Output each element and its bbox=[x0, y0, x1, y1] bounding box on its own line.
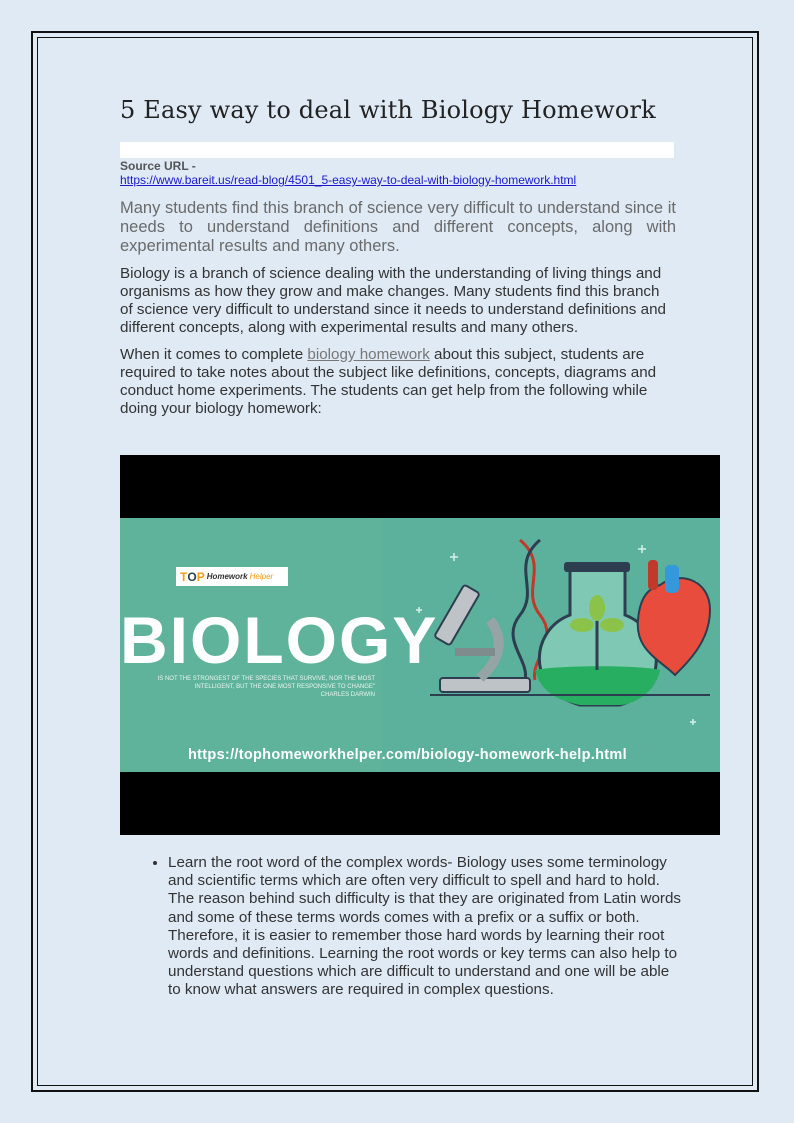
intro-paragraph: Biology is a branch of science dealing with the understanding of living things and organisms as how they grow and make changes. Many students find this branch of science very difficult to understand since it needs to understand definitions and different concepts, along with experimental results and many others. bbox=[120, 265, 666, 336]
logo-helper: Helper bbox=[249, 572, 274, 581]
list-item: • Learn the root word of the complex words- Biology uses some terminology and scientific terms which are often very difficult to spell and hard to hold. The reason behind such difficulty is that they are originated from Latin words and some of these terms words comes with a prefix or a suffix or both. Therefore, it is easier to remember those hard words by learning their root words and definitions. Learning the root words or key terms can also help to understand questions which are difficult to understand and one will be able to know what answers are required in complex questions. bbox=[168, 854, 683, 1000]
page-title: 5 Easy way to deal with Biology Homework bbox=[120, 96, 656, 124]
biology-word: BIOLOGY bbox=[120, 603, 439, 677]
tophomework-logo bbox=[176, 567, 288, 586]
source-label: Source URL - bbox=[120, 159, 196, 173]
homework-paragraph bbox=[120, 346, 676, 418]
logo-t: T bbox=[180, 569, 188, 584]
title-underline-bar bbox=[120, 142, 674, 158]
logo-o: O bbox=[187, 569, 197, 584]
homework-paragraph-text-2: about this subject, students are required to take notes about the subject like definitions, concepts, diagrams and conduct home experiments. The students can get help from the following while doing your biology homework: bbox=[120, 346, 657, 417]
tips-list bbox=[143, 854, 683, 1000]
document-body bbox=[120, 96, 676, 418]
darwin-quote bbox=[120, 675, 375, 699]
microscope-icon bbox=[434, 585, 530, 692]
quote-text: IS NOT THE STRONGEST OF THE SPECIES THAT SURVIVE, NOR THE MOST INTELLIGENT, BUT THE ONE MOST RESPONSIVE TO CHANGE" bbox=[157, 676, 375, 690]
quote-author: CHARLES DARWIN bbox=[320, 692, 375, 698]
logo-p: P bbox=[196, 569, 205, 584]
biology-homework-link[interactable]: biology homework bbox=[307, 346, 430, 363]
logo-homework: Homework bbox=[206, 572, 248, 581]
banner-url: https://tophomeworkhelper.com/biology-homework-help.html bbox=[188, 747, 627, 763]
homework-paragraph-text-1: When it comes to complete bbox=[120, 346, 308, 363]
source-url-link[interactable]: https://www.bareit.us/read-blog/4501_5-easy-way-to-deal-with-biology-homework.html bbox=[120, 173, 577, 187]
biology-banner-image bbox=[120, 455, 720, 835]
illustration bbox=[410, 530, 720, 750]
lead-paragraph: Many students find this branch of science very difficult to understand since it needs to understand definitions and different concepts, along with experimental results and many others. bbox=[120, 199, 676, 255]
